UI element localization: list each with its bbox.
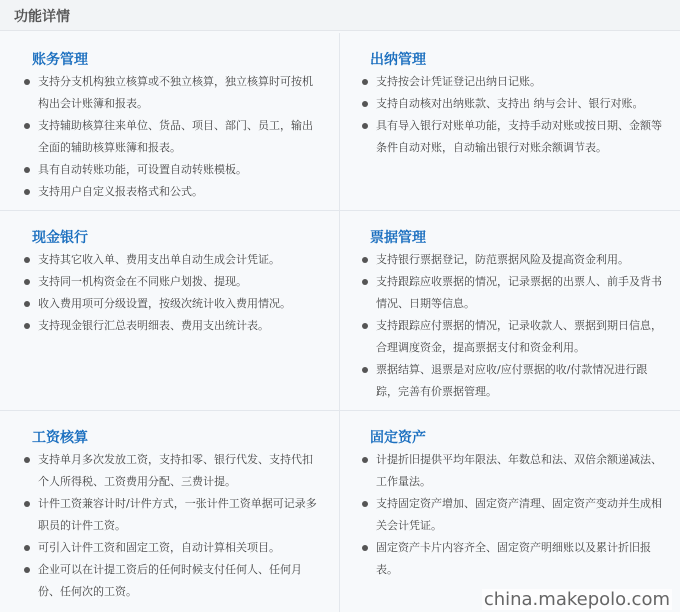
list-item: 企业可以在计提工资后的任何时候支付任何人、任何月份、任何次的工资。: [24, 559, 320, 603]
list-item: 支持自动核对出纳账款、支持出 纳与会计、银行对账。: [362, 93, 662, 115]
bullet-icon: [24, 457, 30, 463]
list-item: 固定资产卡片内容齐全、固定资产明细账以及累计折旧报表。: [362, 537, 662, 581]
bullet-icon: [362, 545, 368, 551]
section-title: 现金银行: [32, 230, 88, 246]
feature-list: [362, 249, 662, 403]
section-cash-bank: [0, 211, 340, 411]
list-item: 支持固定资产增加、固定资产清理、固定资产变动并生成相关会计凭证。: [362, 493, 662, 537]
bullet-icon: [362, 501, 368, 507]
bullet-icon: [24, 79, 30, 85]
bullet-icon: [362, 123, 368, 129]
list-item: 具有导入银行对账单功能，支持手动对账或按日期、金额等条件自动对账，自动输出银行对账余额调节表。: [362, 115, 662, 159]
page-title: 功能详情: [14, 9, 70, 25]
bullet-icon: [362, 101, 368, 107]
feature-list: [24, 249, 320, 337]
list-item: 支持用户自定义报表格式和公式。: [24, 181, 320, 203]
section-title: 固定资产: [370, 430, 426, 446]
list-item: 支持分支机构独立核算或不独立核算，独立核算时可按机构出会计账簿和报表。: [24, 71, 320, 115]
bullet-icon: [362, 323, 368, 329]
bullet-icon: [362, 279, 368, 285]
feature-list: [362, 71, 662, 159]
list-item: 支持跟踪应付票据的情况，记录收款人、票据到期日信息，合理调度资金，提高票据支付和资金利用。: [362, 315, 662, 359]
list-item: 计件工资兼容计时/计件方式，一张计件工资单据可记录多职员的计件工资。: [24, 493, 320, 537]
list-item: 支持其它收入单、费用支出单自动生成会计凭证。: [24, 249, 320, 271]
bullet-icon: [362, 457, 368, 463]
section-title: 工资核算: [32, 430, 88, 446]
page-header: [0, 0, 680, 31]
list-item: 支持同一机构资金在不同账户划拨、提现。: [24, 271, 320, 293]
section-accounting: [0, 33, 340, 211]
bullet-icon: [362, 367, 368, 373]
section-bills: [340, 211, 680, 411]
list-item: 收入费用项可分级设置，按级次统计收入费用情况。: [24, 293, 320, 315]
bullet-icon: [24, 545, 30, 551]
watermark: china.makepolo.com: [483, 589, 670, 610]
list-item: 支持现金银行汇总表明细表、费用支出统计表。: [24, 315, 320, 337]
feature-list: [24, 449, 320, 603]
section-title: 出纳管理: [370, 52, 426, 68]
feature-list: [362, 449, 662, 581]
section-title: 票据管理: [370, 230, 426, 246]
feature-list: [24, 71, 320, 203]
list-item: 支持银行票据登记，防范票据风险及提高资金利用。: [362, 249, 662, 271]
bullet-icon: [362, 79, 368, 85]
list-item: 支持单月多次发放工资，支持扣零、银行代发、支持代扣个人所得税、工资费用分配、三费计提。: [24, 449, 320, 493]
list-item: 支持跟踪应收票据的情况，记录票据的出票人、前手及背书情况、日期等信息。: [362, 271, 662, 315]
list-item: 支持按会计凭证登记出纳日记账。: [362, 71, 662, 93]
section-title: 账务管理: [32, 52, 88, 68]
bullet-icon: [24, 189, 30, 195]
bullet-icon: [24, 567, 30, 573]
list-item: 可引入计件工资和固定工资，自动计算相关项目。: [24, 537, 320, 559]
bullet-icon: [24, 301, 30, 307]
section-cashier: [340, 33, 680, 211]
bullet-icon: [24, 279, 30, 285]
bullet-icon: [24, 257, 30, 263]
section-payroll: [0, 411, 340, 612]
bullet-icon: [24, 501, 30, 507]
list-item: 计提折旧提供平均年限法、年数总和法、双倍余额递减法、工作量法。: [362, 449, 662, 493]
list-item: 支持辅助核算往来单位、货品、项目、部门、员工，输出全面的辅助核算账簿和报表。: [24, 115, 320, 159]
feature-grid: [0, 33, 680, 612]
section-fixed-assets: [340, 411, 680, 612]
bullet-icon: [24, 123, 30, 129]
list-item: 票据结算、退票是对应收/应付票据的收/付款情况进行跟踪，完善有价票据管理。: [362, 359, 662, 403]
bullet-icon: [362, 257, 368, 263]
list-item: 具有自动转账功能，可设置自动转账模板。: [24, 159, 320, 181]
bullet-icon: [24, 167, 30, 173]
bullet-icon: [24, 323, 30, 329]
